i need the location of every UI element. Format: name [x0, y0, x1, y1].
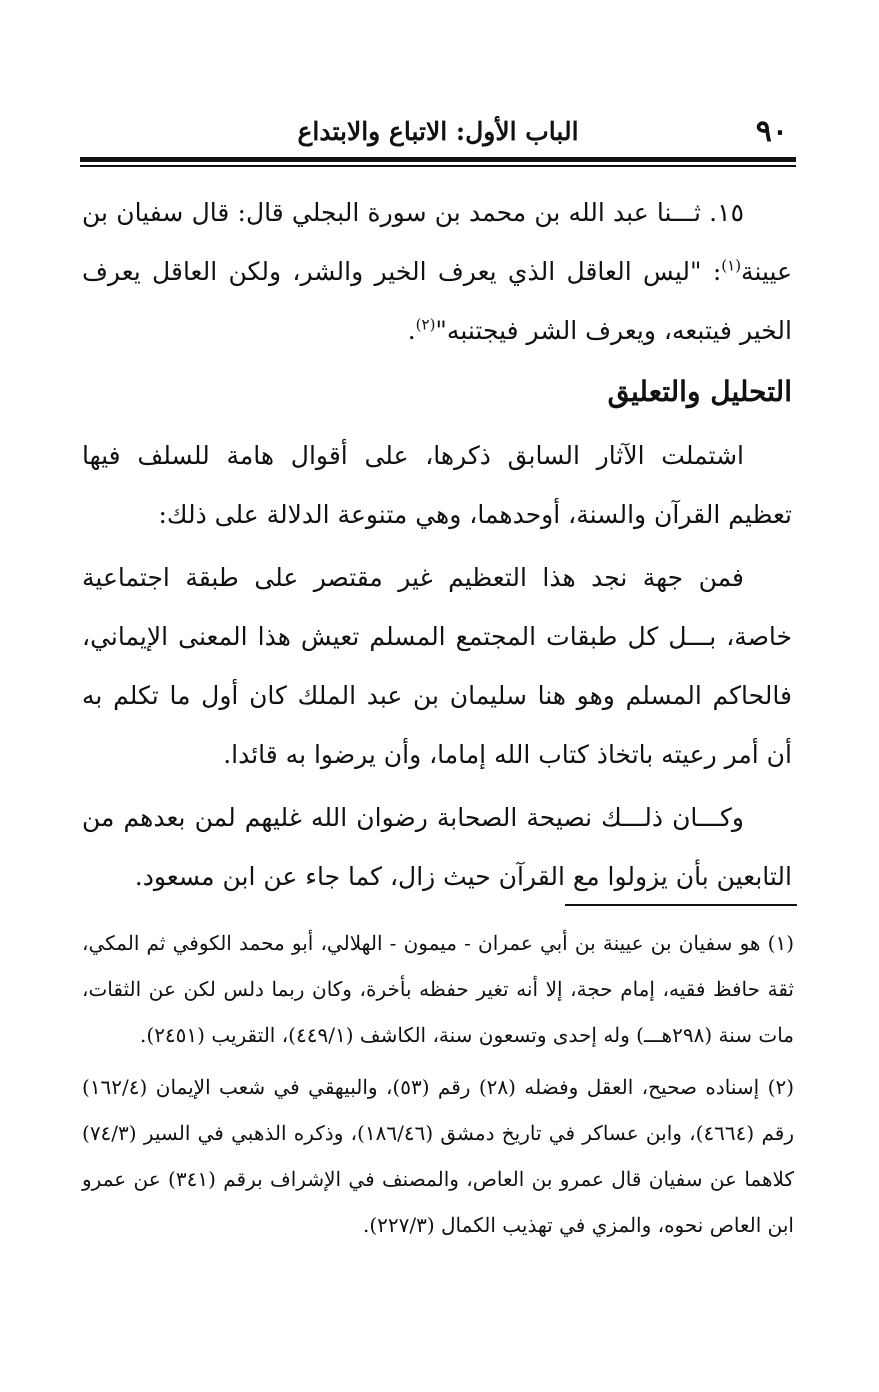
footnote-separator [565, 904, 797, 906]
footnote-ref-1[interactable]: (١) [721, 256, 742, 275]
header-rule-thin [80, 165, 796, 167]
main-text [82, 183, 792, 910]
running-header [82, 108, 794, 156]
section-heading: التحليل والتعليق [607, 375, 792, 408]
paragraph-2: فمن جهة نجد هذا التعظيم غير مقتصر على طبقة اجتماعية خاصة، بـــل كل طبقات المجتمع المسلم تعيش هذا المعنى الإيماني، فالحاكم المسلم وهو هنا سليمان بن عبد الملك كان أول ما تكلم به أن أمر رعيته باتخاذ كتاب الله إماما، وأن يرضوا به قائدا. [82, 563, 792, 769]
report-15-text-b: : "ليس العاقل الذي يعرف الخير والشر، ولكن العاقل يعرف الخير فيتبعه، ويعرف الشر فيجتنبه" [82, 257, 792, 345]
report-15-text-a: ١٥. ثـــنا عبد الله بن محمد بن سورة البجلي قال: قال سفيان بن عيينة [82, 198, 792, 286]
footnote-2: (٢) إسناده صحيح، العقل وفضله (٢٨) رقم (٥٣)، والبيهقي في شعب الإيمان (١٦٢/٤) رقم (٤٦٦٤)، وابن عساكر في تاريخ دمشق (١٨٦/٤٦)، وذكره الذهبي في السير (٧٤/٣) كلاهما عن سفيان قال عمرو بن العاص، والمصنف في الإشراف برقم (٣٤١) عن عمرو ابن العاص نحوه، والمزي في تهذيب الكمال (٢٢٧/٣). [82, 1075, 794, 1237]
footnote-1: (١) هو سفيان بن عيينة بن أبي عمران - ميمون - الهلالي، أبو محمد الكوفي ثم المكي، ثقة حافظ فقيه، إمام حجة، إلا أنه تغير حفظه بأخرة، وكان ربما دلس لكن عن الثقات، مات سنة (٢٩٨هـــ) وله إحدى وتسعون سنة، الكاشف (٤٤٩/١)، التقريب (٢٤٥١). [82, 931, 794, 1047]
footnotes [82, 920, 794, 1254]
paragraph-3: وكـــان ذلـــك نصيحة الصحابة رضوان الله غليهم لمن بعدهم من التابعين بأن يزولوا مع القرآن حيث زال، كما جاء عن ابن مسعود. [82, 803, 792, 891]
footnote-ref-2[interactable]: (٢) [415, 315, 436, 334]
chapter-title: الباب الأول: الاتباع والابتداع [297, 117, 579, 146]
header-rule-thick [80, 157, 796, 162]
page-number: ٩٠ [755, 114, 788, 149]
report-15-text-c: . [407, 316, 416, 345]
paragraph-1: اشتملت الآثار السابق ذكرها، على أقوال هامة للسلف فيها تعظيم القرآن والسنة، أوحدهما، وهي متنوعة الدلالة على ذلك: [82, 441, 792, 529]
report-15 [82, 183, 792, 360]
